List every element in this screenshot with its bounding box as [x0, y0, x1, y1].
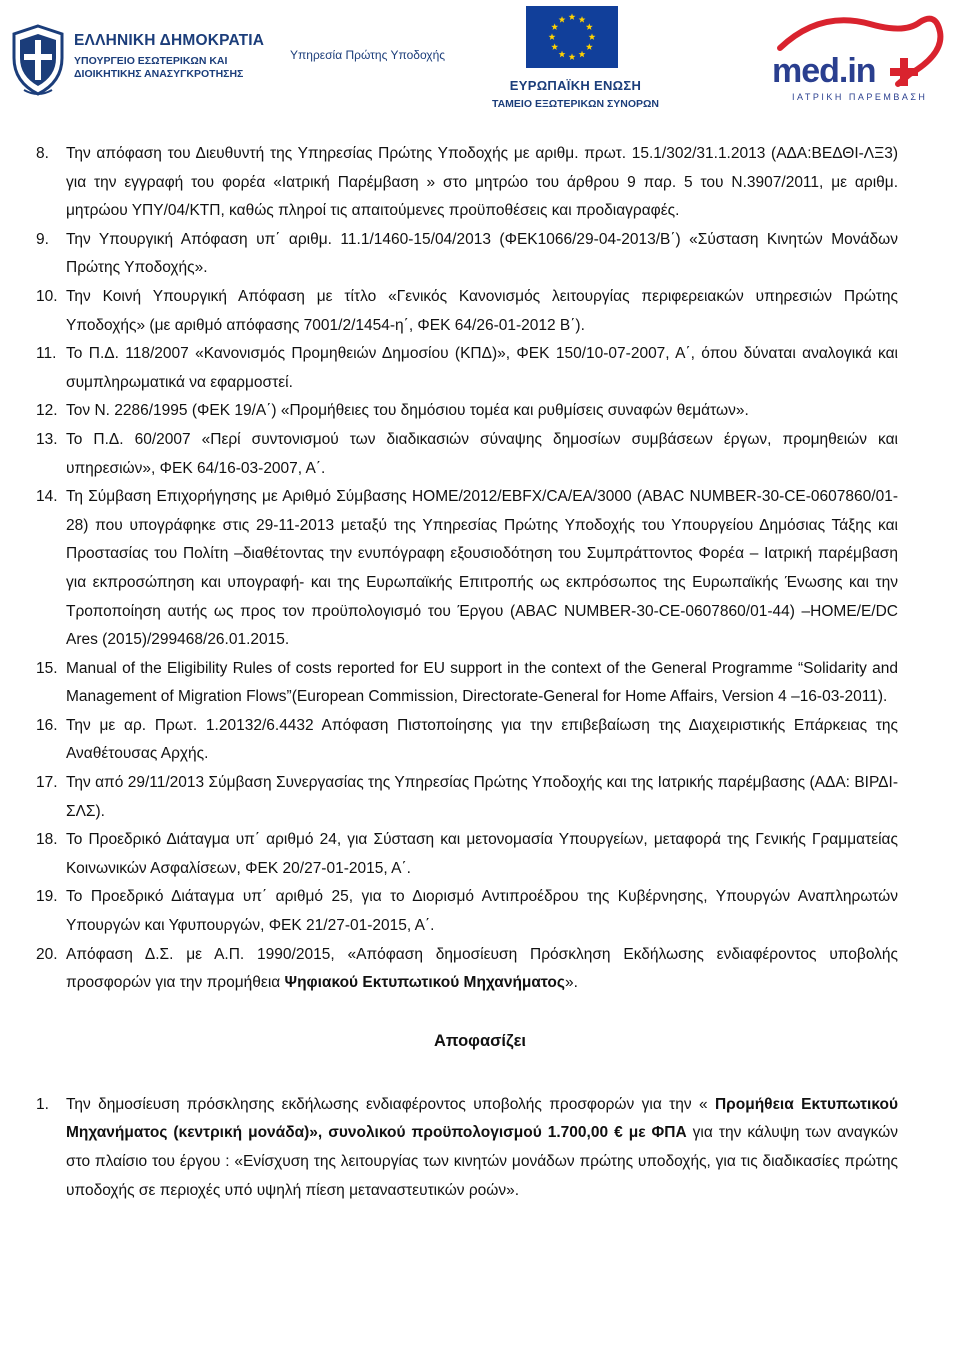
item-number: 16. — [36, 716, 58, 734]
item-text: Την με αρ. Πρωτ. 1.20132/6.4432 Απόφαση Πιστοποίησης για την επιβεβαίωση της Διαχειριστικής Επάρκειας της Αναθέτουσας Αρχής. — [66, 716, 898, 763]
ministry-logo — [10, 22, 265, 102]
item-text: Την απόφαση του Διευθυντή της Υπηρεσίας Πρώτης Υποδοχής με αριθμ. πρωτ. 15.1/302/31.1.2013 (ΑΔΑ:ΒΕΔΘΙ-ΛΞ3) για την εγγραφή του φορέα «Ιατρική Παρέμβαση » στο μητρώο του άρθρου 9 παρ. 5 του Ν.3907/2011, με αριθμ. μητρώου ΥΠΥ/04/ΚΤΠ, καθώς πληροί τις απαιτούμενες προϋποθέσεις και προδιαγραφές. — [66, 145, 898, 220]
item-text: Την Κοινή Υπουργική Απόφαση με τίτλο «Γενικός Κανονισμός λειτουργίας περιφερειακών υπηρεσιών Πρώτης Υποδοχής» (με αριθμό απόφασης 7001/2/1454-η΄, ΦΕΚ 64/26-01-2012 Β΄). — [66, 287, 898, 334]
letterhead — [0, 0, 960, 125]
eu-fund: ΤΑΜΕΙΟ ΕΞΩΤΕΡΙΚΩΝ ΣΥΝΟΡΩΝ — [491, 98, 660, 110]
item-text-bold: Ψηφιακού Εκτυπωτικού Μηχανήματος — [284, 974, 565, 992]
item-text-end: ». — [564, 974, 578, 992]
item-number: 15. — [36, 659, 58, 677]
list-item — [0, 397, 960, 426]
list-item — [0, 140, 960, 226]
item-text: Το Π.Δ. 60/2007 «Περί συντονισμού των διαδικασιών σύναψης δημοσίων συμβάσεων έργων, προμηθειών και υπηρεσιών», ΦΕΚ 64/16-03-2007, Α΄. — [66, 430, 898, 477]
ministry-line2: ΥΠΟΥΡΓΕΙΟ ΕΣΩΤΕΡΙΚΩΝ ΚΑΙ — [74, 55, 228, 67]
item-number: 10. — [36, 287, 58, 305]
item-text: Τον Ν. 2286/1995 (ΦΕΚ 19/Α΄) «Προμήθειες του δημόσιου τομέα και ρυθμίσεις συναφών θεμάτων». — [66, 402, 749, 420]
eu-flag-icon — [526, 6, 618, 68]
list-item — [0, 226, 960, 283]
greek-emblem-icon — [10, 24, 66, 96]
item-number: 11. — [36, 345, 57, 363]
item-number: 14. — [36, 488, 58, 506]
item-text: Την Υπουργική Απόφαση υπ΄ αριθμ. 11.1/1460-15/04/2013 (ΦΕΚ1066/29-04-2013/Β΄) «Σύσταση Κινητών Μονάδων Πρώτης Υποδοχής». — [66, 230, 898, 277]
list-item-20 — [0, 941, 960, 998]
list-item — [0, 769, 960, 826]
item-number: 18. — [36, 831, 58, 849]
item-number: 20. — [36, 945, 58, 963]
item-number: 12. — [36, 402, 58, 420]
item-text: Τη Σύμβαση Επιχορήγησης με Αριθμό Σύμβασης HOME/2012/EBFX/CA/EA/3000 (ABAC NUMBER-30-CE-0607860/01-28) που υπογράφηκε στις 29-11-2013 μεταξύ της Υπηρεσίας Πρώτης Υποδοχής του Υπουργείου Δημόσιας Τάξης και Προστασίας του Πολίτη –διαθέτοντας την ενυπόγραφη εξουσιοδότηση του Συμπράττοντος Φορέα – Ιατρική παρέμβαση για εκπροσώπηση και υπογραφή- και της Ευρωπαϊκής Επιτροπής ως εκπρόσωπος της Ευρωπαϊκής Ένωσης και την Τροποποίηση αυτής ως προς τον προϋπολογισμό του Έργου (ABAC NUMBER-30-CE-0607860/01-44) –HOME/E/DC Ares (2015)/299468/26.01.2015. — [66, 488, 898, 649]
decision-number: 1. — [36, 1095, 49, 1113]
item-text: Manual of the Eligibility Rules of costs reported for EU support in the context of the General Programme “Solidarity and Management of Migration Flows”(European Commission, Directorate-General for Home Affairs, Version 4 –16-03-2011). — [66, 659, 898, 706]
ministry-line3: ΔΙΟΙΚΗΤΙΚΗΣ ΑΝΑΣΥΓΚΡΟΤΗΣΗΣ — [74, 68, 244, 80]
item-text: Την από 29/11/2013 Σύμβαση Συνεργασίας της Υπηρεσίας Πρώτης Υποδοχής και της Ιατρικής παρέμβασης (ΑΔΑ: ΒΙΡΔΙ-ΣΛΣ). — [66, 774, 898, 820]
list-item — [0, 340, 960, 397]
list-item — [0, 883, 960, 940]
item-number: 8. — [36, 145, 49, 162]
decision-text-end: για την κάλυψη των αναγκών στο πλαίσιο του έργου : «Ενίσχυση της λειτουργίας των κινητών μονάδων πρώτης υποδοχής, για τις διαδικασίες πρώτης υποδοχής σε περιοχές υπό υψηλή πίεση μεταναστευτικών ροών». — [66, 1124, 898, 1199]
item-number: 13. — [36, 430, 58, 448]
document-body — [0, 140, 960, 1205]
considerations-list — [0, 140, 960, 941]
list-item — [0, 426, 960, 483]
list-item — [0, 483, 960, 655]
list-item — [0, 712, 960, 769]
item-text: Απόφαση Δ.Σ. με Α.Π. 1990/2015, «Απόφαση δημοσίευση Πρόσκληση Εκδήλωσης ενδιαφέροντος υποβολής προσφορών για την προμήθεια — [66, 945, 898, 992]
decision-heading: Αποφασίζει — [434, 1031, 526, 1050]
list-item — [0, 655, 960, 712]
medin-logo — [740, 14, 950, 104]
eu-title: ΕΥΡΩΠΑΪΚΗ ΕΝΩΣΗ — [509, 78, 642, 93]
list-item — [0, 283, 960, 340]
ministry-line1: ΕΛΛΗΝΙΚΗ ΔΗΜΟΚΡΑΤΙΑ — [74, 32, 265, 49]
decision-item-1 — [0, 1091, 960, 1205]
decision-text-bold: Προμήθεια Εκτυπωτικού Μηχανήματος (κεντρική μονάδα)», συνολικού προϋπολογισμού 1.700,00 € με ΦΠΑ — [66, 1095, 898, 1142]
item-number: 17. — [36, 774, 58, 792]
item-number: 9. — [36, 230, 49, 248]
item-text: Το Π.Δ. 118/2007 «Κανονισμός Προμηθειών Δημοσίου (ΚΠΔ)», ΦΕΚ 150/10-07-2007, Α΄, όπου δύναται αναλογικά και συμπληρωματικά να εφαρμοστεί. — [66, 345, 898, 391]
service-name: Υπηρεσία Πρώτης Υποδοχής — [290, 48, 446, 62]
list-item — [0, 826, 960, 883]
decision-text: Την δημοσίευση πρόσκλησης εκδήλωσης ενδιαφέροντος υποβολής προσφορών για την « — [66, 1095, 715, 1113]
medin-subtitle: ΙΑΤΡΙΚΗ ΠΑΡΕΜΒΑΣΗ — [792, 92, 928, 102]
item-text: Το Προεδρικό Διάταγμα υπ΄ αριθμό 24, για Σύσταση και μετονομασία Υπουργείων, μεταφορά της Γενικής Γραμματείας Κοινωνικών Ασφαλίσεων, ΦΕΚ 20/27-01-2015, Α΄. — [66, 831, 898, 877]
item-text: Το Προεδρικό Διάταγμα υπ΄ αριθμό 25, για το Διορισμό Αντιπροέδρου της Κυβέρνησης, Υπουργών Αναπληρωτών Υπουργών και Υφυπουργών, ΦΕΚ 21/27-01-2015, Α΄. — [66, 888, 898, 935]
item-number: 19. — [36, 888, 58, 906]
eu-logo — [470, 6, 680, 121]
medin-wordmark: med.in — [772, 52, 876, 90]
